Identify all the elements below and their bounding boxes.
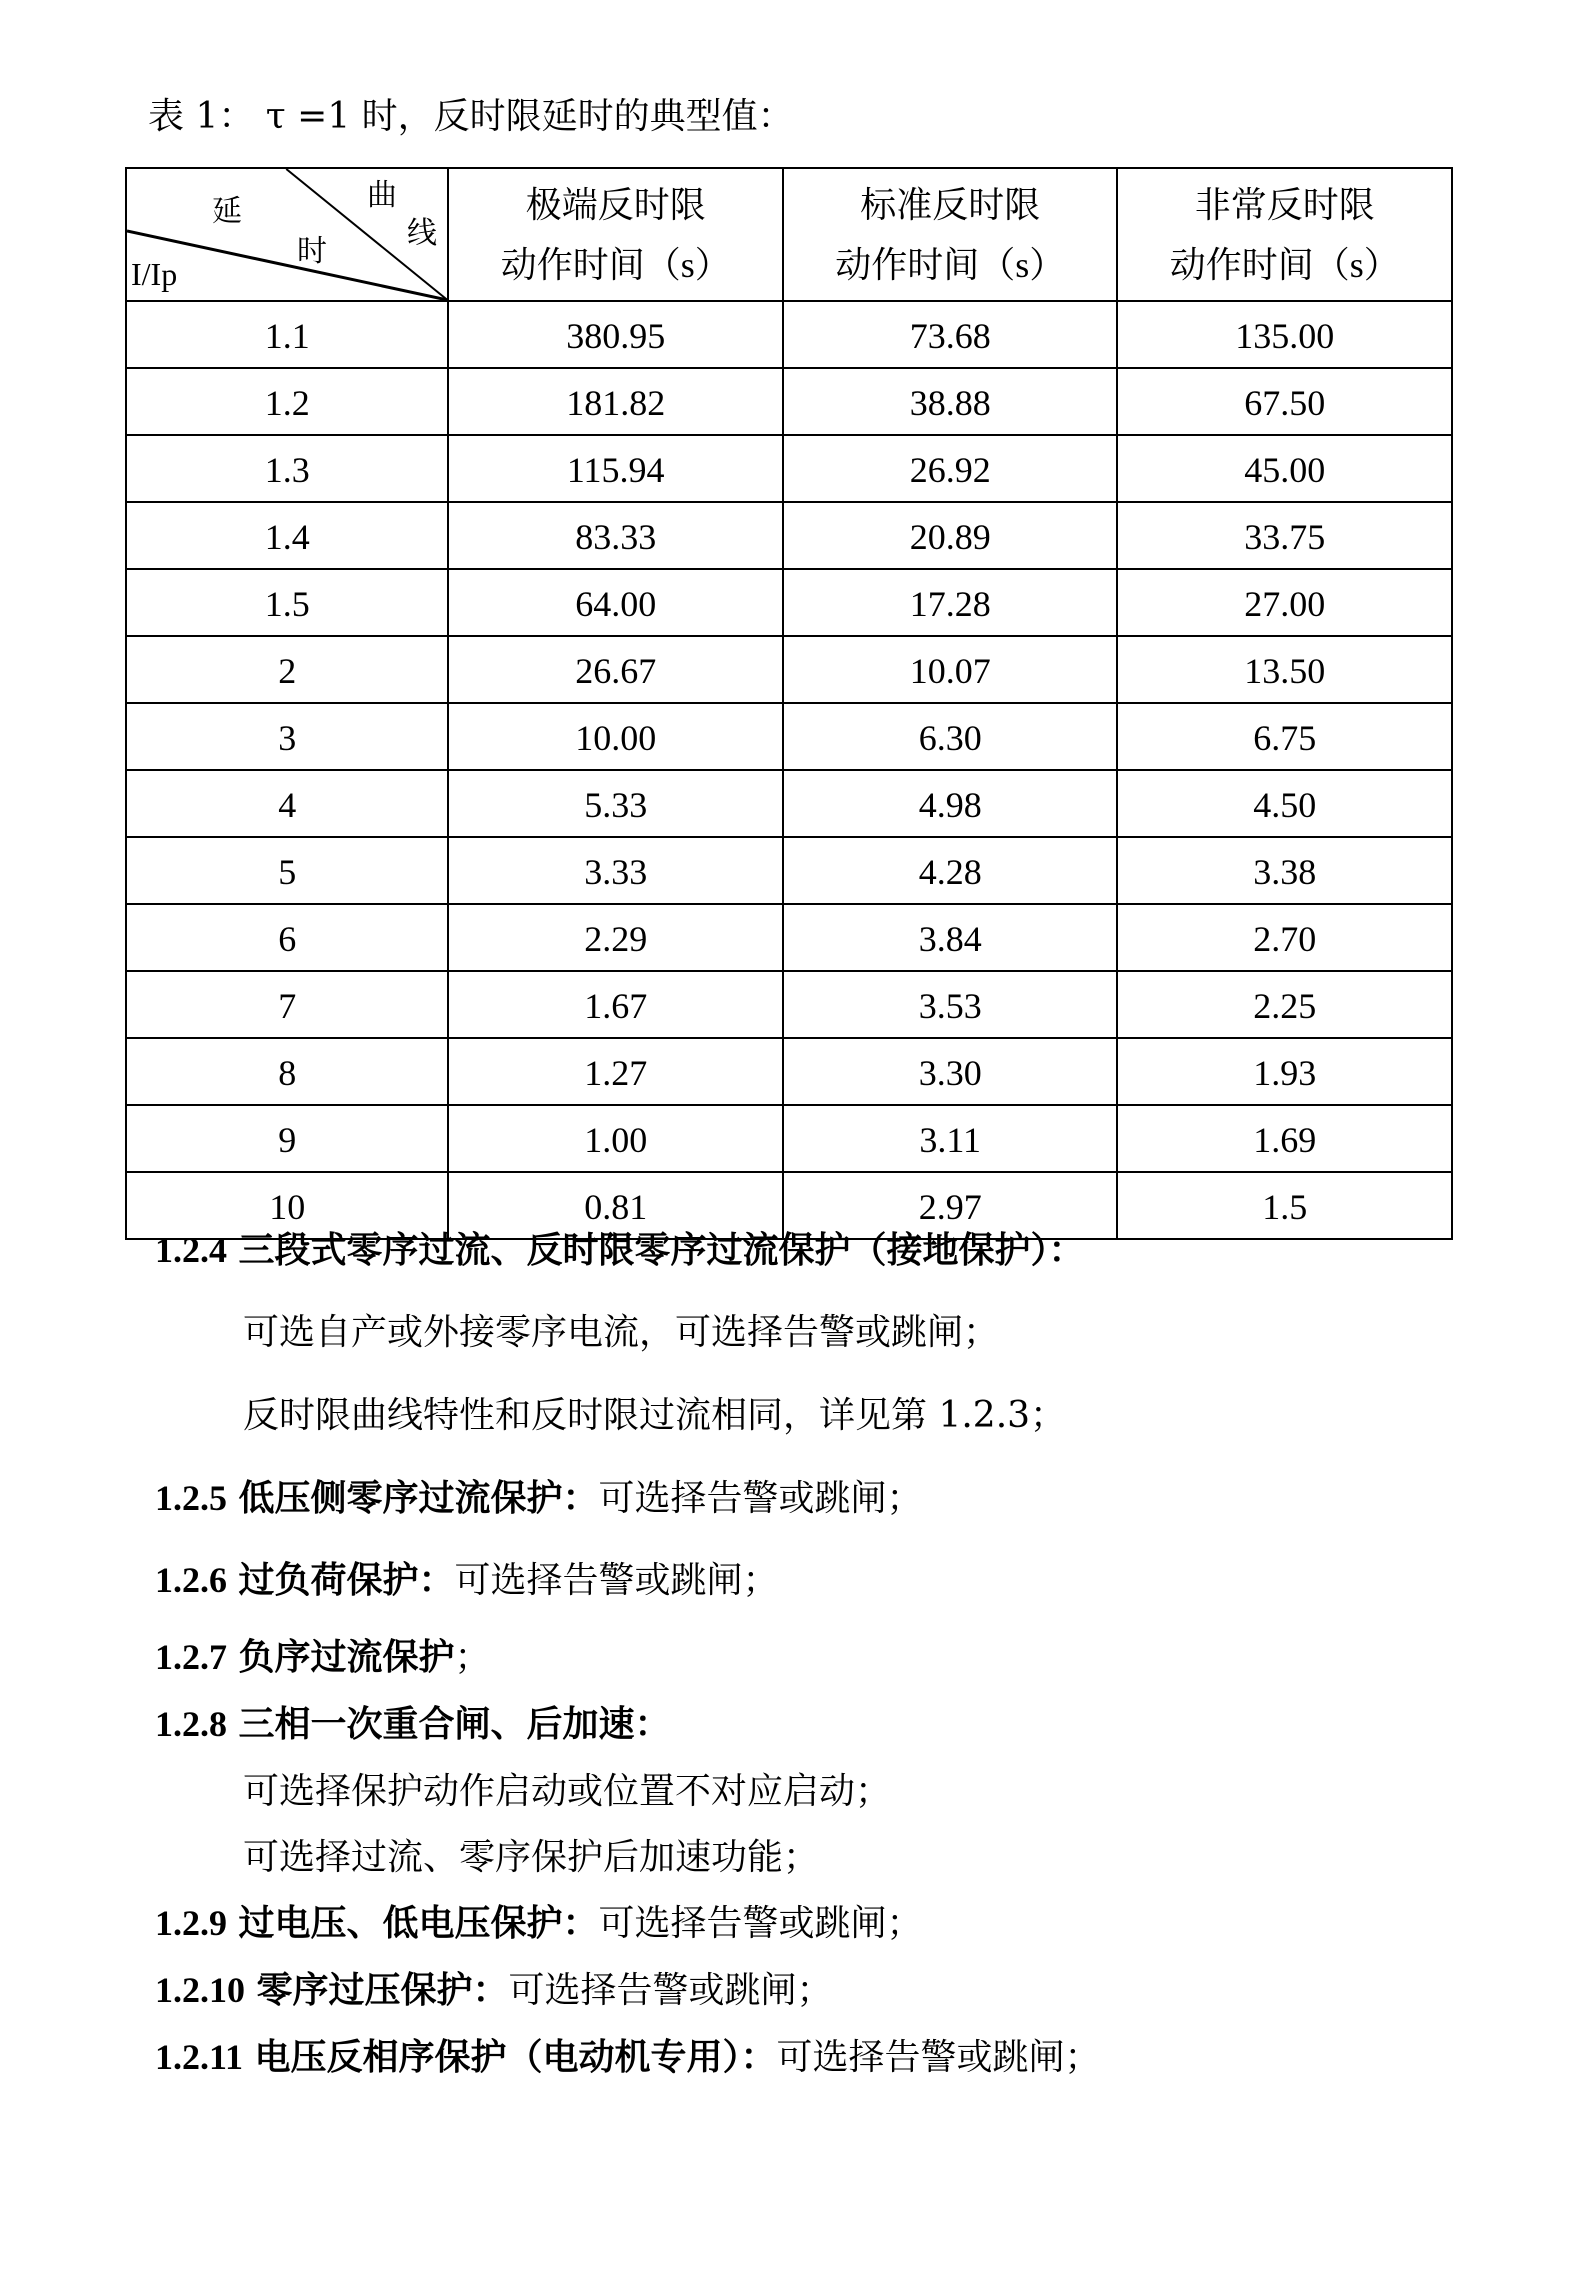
column-header-extreme-inverse: [448, 168, 783, 301]
section-heading: [155, 1966, 832, 2015]
section-number: 1.2.11: [155, 2037, 244, 2077]
cell-current-ratio: 1.4: [126, 502, 448, 569]
cell-very-inverse: 2.25: [1117, 971, 1452, 1038]
cell-current-ratio: 10: [126, 1172, 448, 1239]
column-header-line2: 动作时间（s）: [1169, 244, 1400, 285]
cell-current-ratio: 9: [126, 1105, 448, 1172]
section-title: 零序过压保护：: [256, 1969, 509, 2011]
cell-very-inverse: 1.69: [1117, 1105, 1452, 1172]
cell-current-ratio: 4: [126, 770, 448, 837]
section-description: 可选择告警或跳闸；: [776, 2037, 1101, 2078]
section-detail-line: 可选择过流、零序保护后加速功能；: [243, 1837, 820, 1878]
section-heading: [155, 2033, 1101, 2082]
section-number: 1.2.7: [155, 1637, 227, 1677]
cell-standard-inverse: 3.84: [783, 904, 1118, 971]
cell-very-inverse: 45.00: [1117, 435, 1452, 502]
section-number: 1.2.6: [155, 1560, 227, 1600]
cell-extreme-inverse: 380.95: [448, 301, 783, 368]
cell-very-inverse: 6.75: [1117, 703, 1452, 770]
corner-label-current-ratio: I/Ip: [131, 256, 178, 292]
table-row: [126, 636, 1452, 703]
cell-extreme-inverse: 1.67: [448, 971, 783, 1038]
table-caption: 表 1： τ =1 时，反时限延时的典型值：: [148, 96, 794, 137]
table-row: [126, 435, 1452, 502]
cell-standard-inverse: 3.11: [783, 1105, 1118, 1172]
section-title: 过电压、低电压保护：: [238, 1902, 599, 1944]
cell-current-ratio: 1.3: [126, 435, 448, 502]
cell-very-inverse: 67.50: [1117, 368, 1452, 435]
section-number: 1.2.10: [155, 1970, 245, 2010]
cell-extreme-inverse: 64.00: [448, 569, 783, 636]
section-detail-line: 可选择保护动作启动或位置不对应启动；: [243, 1771, 892, 1812]
cell-current-ratio: 7: [126, 971, 448, 1038]
cell-very-inverse: 33.75: [1117, 502, 1452, 569]
table-row: [126, 368, 1452, 435]
cell-extreme-inverse: 5.33: [448, 770, 783, 837]
cell-standard-inverse: 4.98: [783, 770, 1118, 837]
cell-standard-inverse: 3.30: [783, 1038, 1118, 1105]
section-detail-line: 可选自产或外接零序电流，可选择告警或跳闸；: [243, 1312, 1000, 1353]
diagonal-corner-header: [126, 168, 448, 301]
table-row: [126, 971, 1452, 1038]
cell-current-ratio: 6: [126, 904, 448, 971]
section-title: 三段式零序过流、反时限零序过流保护（接地保护）：: [238, 1229, 1085, 1271]
section-heading: [155, 1899, 922, 1948]
section-heading: [155, 1226, 1084, 1275]
cell-very-inverse: 13.50: [1117, 636, 1452, 703]
column-header-line1: 非常反时限: [1194, 184, 1375, 225]
cell-very-inverse: 1.93: [1117, 1038, 1452, 1105]
column-header-standard-inverse: [783, 168, 1118, 301]
section-detail-line: 反时限曲线特性和反时限过流相同，详见第 1.2.3；: [243, 1395, 1067, 1436]
table-row: [126, 904, 1452, 971]
column-header-very-inverse: [1117, 168, 1452, 301]
table-row: [126, 1038, 1452, 1105]
cell-current-ratio: 1.2: [126, 368, 448, 435]
cell-extreme-inverse: 181.82: [448, 368, 783, 435]
table-row: [126, 1105, 1452, 1172]
table-header-row: [126, 168, 1452, 301]
cell-very-inverse: 3.38: [1117, 837, 1452, 904]
cell-current-ratio: 3: [126, 703, 448, 770]
cell-extreme-inverse: 115.94: [448, 435, 783, 502]
cell-standard-inverse: 73.68: [783, 301, 1118, 368]
cell-current-ratio: 1.1: [126, 301, 448, 368]
section-description: ；: [454, 1637, 491, 1678]
inverse-time-delay-table: [125, 167, 1453, 1240]
section-heading: [155, 1556, 778, 1605]
column-header-line2: 动作时间（s）: [500, 244, 731, 285]
cell-current-ratio: 8: [126, 1038, 448, 1105]
section-title: 负序过流保护: [238, 1636, 455, 1678]
cell-very-inverse: 2.70: [1117, 904, 1452, 971]
table-body: [126, 301, 1452, 1239]
section-title: 过负荷保护：: [238, 1559, 455, 1601]
cell-very-inverse: 27.00: [1117, 569, 1452, 636]
cell-standard-inverse: 2.97: [783, 1172, 1118, 1239]
cell-current-ratio: 5: [126, 837, 448, 904]
column-header-line1: 极端反时限: [525, 184, 706, 225]
cell-very-inverse: 135.00: [1117, 301, 1452, 368]
corner-label-curve-2: 线: [407, 217, 437, 250]
corner-label-curve-1: 曲: [367, 179, 397, 212]
cell-very-inverse: 1.5: [1117, 1172, 1452, 1239]
cell-very-inverse: 4.50: [1117, 770, 1452, 837]
section-title: 三相一次重合闸、后加速：: [238, 1703, 671, 1745]
cell-extreme-inverse: 26.67: [448, 636, 783, 703]
section-title: 电压反相序保护（电动机专用）：: [254, 2036, 777, 2078]
cell-standard-inverse: 10.07: [783, 636, 1118, 703]
cell-extreme-inverse: 3.33: [448, 837, 783, 904]
cell-standard-inverse: 20.89: [783, 502, 1118, 569]
section-number: 1.2.8: [155, 1704, 227, 1744]
cell-extreme-inverse: 0.81: [448, 1172, 783, 1239]
cell-standard-inverse: 4.28: [783, 837, 1118, 904]
section-description: 可选择告警或跳闸；: [598, 1903, 923, 1944]
cell-standard-inverse: 3.53: [783, 971, 1118, 1038]
section-number: 1.2.5: [155, 1478, 227, 1518]
cell-standard-inverse: 6.30: [783, 703, 1118, 770]
section-description: 可选择告警或跳闸；: [454, 1560, 779, 1601]
table-row: [126, 502, 1452, 569]
section-heading: [155, 1700, 670, 1749]
cell-current-ratio: 2: [126, 636, 448, 703]
section-heading: [155, 1633, 490, 1682]
section-description: 可选择告警或跳闸；: [598, 1478, 923, 1519]
table-row: [126, 770, 1452, 837]
column-header-line1: 标准反时限: [860, 184, 1041, 225]
cell-extreme-inverse: 1.27: [448, 1038, 783, 1105]
cell-extreme-inverse: 2.29: [448, 904, 783, 971]
cell-standard-inverse: 38.88: [783, 368, 1118, 435]
cell-extreme-inverse: 83.33: [448, 502, 783, 569]
table-row: [126, 837, 1452, 904]
table-row: [126, 703, 1452, 770]
table-row: [126, 569, 1452, 636]
column-header-line2: 动作时间（s）: [835, 244, 1066, 285]
corner-label-delay-1: 延: [212, 195, 242, 228]
section-description: 可选择告警或跳闸；: [508, 1970, 833, 2011]
cell-standard-inverse: 17.28: [783, 569, 1118, 636]
cell-extreme-inverse: 10.00: [448, 703, 783, 770]
section-number: 1.2.4: [155, 1230, 227, 1270]
cell-extreme-inverse: 1.00: [448, 1105, 783, 1172]
section-title: 低压侧零序过流保护：: [238, 1477, 599, 1519]
cell-standard-inverse: 26.92: [783, 435, 1118, 502]
section-number: 1.2.9: [155, 1903, 227, 1943]
section-heading: [155, 1474, 922, 1523]
cell-current-ratio: 1.5: [126, 569, 448, 636]
table-row: [126, 301, 1452, 368]
corner-label-delay-2: 时: [297, 235, 327, 268]
